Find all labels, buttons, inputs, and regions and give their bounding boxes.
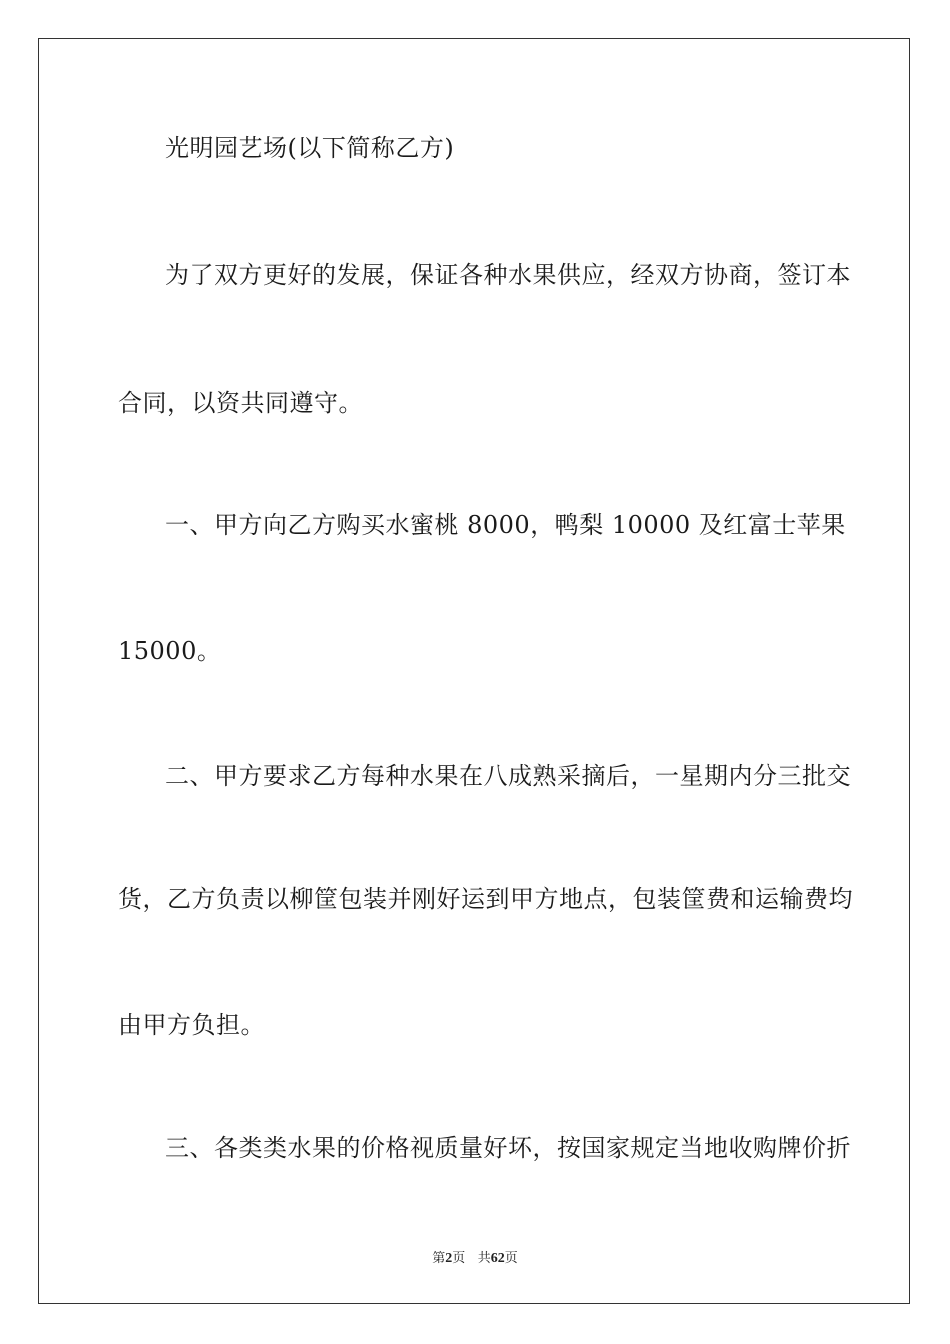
footer-page-suffix: 页 <box>452 1251 466 1266</box>
page-footer <box>0 1247 950 1267</box>
paragraph-line-9: 三、各类类水果的价格视质量好坏，按国家规定当地收购牌价折 <box>165 1134 851 1162</box>
paragraph-line-4: 一、甲方向乙方购买水蜜桃 8000，鸭梨 10000 及红富士苹果 <box>165 511 846 539</box>
paragraph-line-6: 二、甲方要求乙方每种水果在八成熟采摘后，一星期内分三批交 <box>165 762 851 790</box>
footer-total-suffix: 页 <box>504 1251 518 1266</box>
footer-page-number: 2 <box>445 1251 453 1266</box>
paragraph-line-8: 由甲方负担。 <box>118 1011 265 1039</box>
paragraph-line-5: 15000。 <box>118 637 222 665</box>
paragraph-line-7: 货，乙方负责以柳筐包装并刚好运到甲方地点，包装筐费和运输费均 <box>118 885 853 913</box>
footer-page-prefix: 第 <box>432 1251 446 1266</box>
paragraph-line-2: 为了双方更好的发展，保证各种水果供应，经双方协商，签订本 <box>165 261 851 289</box>
paragraph-line-1: 光明园艺场(以下简称乙方) <box>165 134 455 162</box>
page-border <box>38 38 910 1304</box>
paragraph-line-3: 合同，以资共同遵守。 <box>118 389 363 417</box>
footer-total-prefix: 共 <box>477 1251 491 1266</box>
footer-total-pages: 62 <box>490 1251 505 1266</box>
